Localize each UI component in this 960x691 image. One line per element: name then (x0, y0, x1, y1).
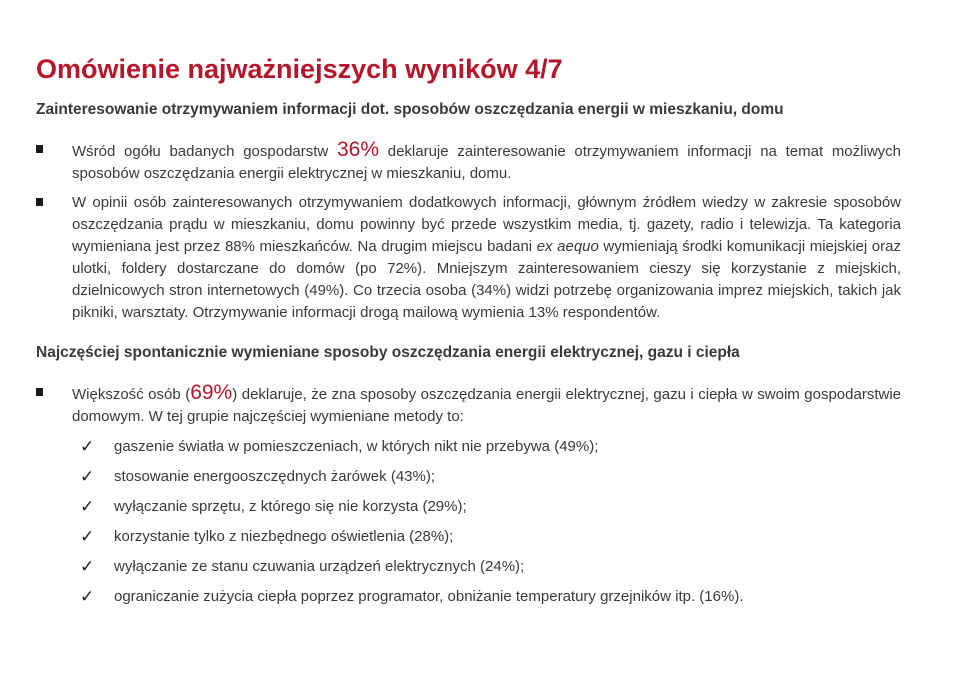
square-bullet-icon (36, 198, 43, 206)
list-item-label: korzystanie tylko z niezbędnego oświetlenia (28%); (114, 528, 454, 545)
checkmark-icon: ✓ (80, 437, 95, 457)
checkmark-icon: ✓ (80, 467, 95, 487)
bullet-text (72, 382, 901, 428)
highlight-percent: 36% (336, 138, 380, 161)
bullet-item-knowledge (36, 382, 901, 428)
list-item (80, 462, 920, 492)
checkmark-icon: ✓ (80, 587, 95, 607)
list-item (80, 552, 920, 582)
bullet-text-part1: W opinii osób zainteresowanych otrzymywaniem dodatkowych informacji, głównym źródłem wiedzy w zakresie sposobów oszczędzania prądu w mieszkaniu, domu powinny być przede wszystkim media, tj. gazety, radio i telewizja. Ta kategoria wymieniana jest przez 88% mieszkańców. Na drugim miejscu badani (72, 194, 901, 255)
list-item (80, 492, 920, 522)
bullet-text (72, 192, 901, 324)
bullet-text-part2: wymieniają środki komunikacji miejskiej oraz ulotki, foldery dostarczane do domów (po 72%). Mniejszym zainteresowaniem cieszy się korzystanie z miejskich, dzielnicowych stron internetowych (49%). Co trzecia osoba (34%) widzi potrzebę organizowania imprez miejskich, takich jak pikniki, warsztaty. Otrzymywanie informacji drogą mailową wymienia 13% respondentów. (72, 238, 901, 321)
bullet-text-after: ) deklaruje, że zna sposoby oszczędzania energii elektrycznej, gazu i ciepła w swoim gospodarstwie domowym. W tej grupie najczęściej wymieniane metody to: (72, 386, 901, 425)
square-bullet-icon (36, 388, 43, 396)
list-item (80, 432, 920, 462)
bullet-text-before: Wśród ogółu badanych gospodarstw (72, 143, 337, 160)
list-item (80, 522, 920, 552)
bullet-text-italic: ex aequo (536, 238, 599, 255)
subtitle: Zainteresowanie otrzymywaniem informacji dot. sposobów oszczędzania energii w mieszkaniu, domu (36, 101, 784, 118)
list-item-label: ograniczanie zużycia ciepła poprzez programator, obniżanie temperatury grzejników itp. (16%). (114, 588, 744, 605)
square-bullet-icon (36, 145, 43, 153)
bullet-text-after: deklaruje zainteresowanie otrzymywaniem informacji na temat możliwych sposobów oszczędzania energii elektrycznej w mieszkaniu, domu. (72, 143, 901, 182)
list-item-label: wyłączanie ze stanu czuwania urządzeń elektrycznych (24%); (114, 558, 525, 575)
checkmark-icon: ✓ (80, 497, 95, 517)
list-item-label: stosowanie energooszczędnych żarówek (43%); (114, 468, 435, 485)
section-heading: Najczęściej spontanicznie wymieniane sposoby oszczędzania energii elektrycznej, gazu i ciepła (36, 344, 740, 361)
list-item-label: gaszenie światła w pomieszczeniach, w których nikt nie przebywa (49%); (114, 438, 599, 455)
highlight-percent: 69% (190, 381, 233, 404)
bullet-item-sources (36, 192, 901, 324)
bullet-item-interest (36, 139, 901, 185)
bullet-text-before: Większość osób ( (72, 386, 191, 403)
list-item-label: wyłączanie sprzętu, z którego się nie korzysta (29%); (114, 498, 467, 515)
page-title: Omówienie najważniejszych wyników 4/7 (36, 54, 563, 84)
bullet-text (72, 139, 901, 185)
checkmark-icon: ✓ (80, 557, 95, 577)
methods-list (80, 432, 920, 612)
list-item (80, 582, 920, 612)
checkmark-icon: ✓ (80, 527, 95, 547)
